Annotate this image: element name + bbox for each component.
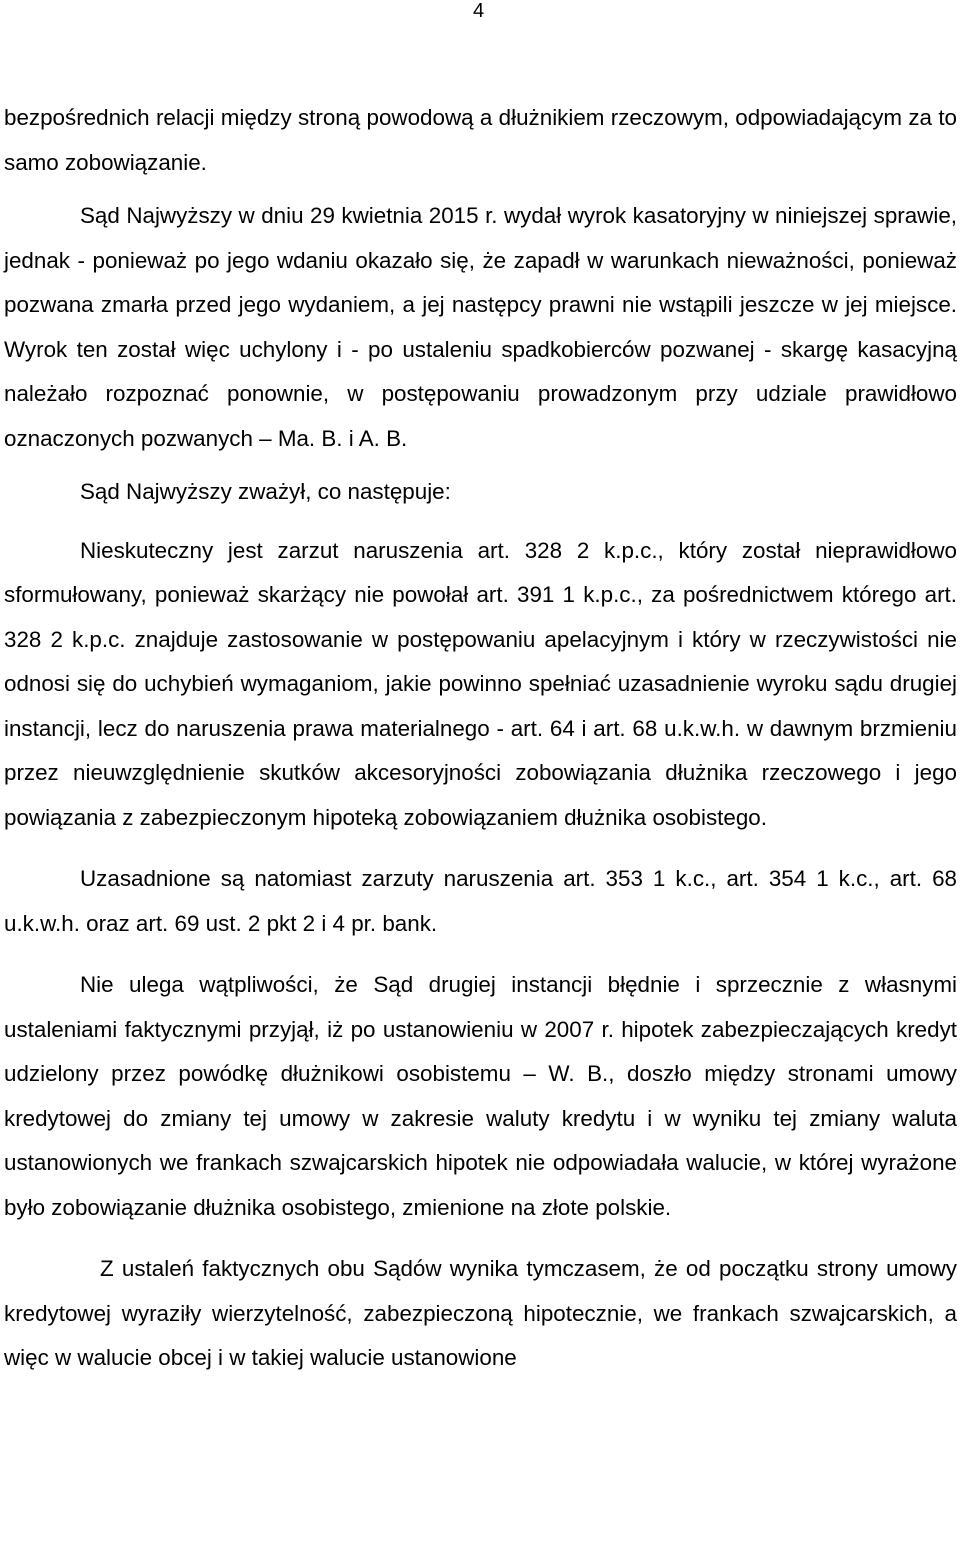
document-body xyxy=(4,96,957,1381)
paragraph-no-doubt: Nie ulega wątpliwości, że Sąd drugiej instancji błędnie i sprzecznie z własnymi ustaleniami faktycznymi przyjął, iż po ustanowieniu w 2007 r. hipotek zabezpieczających kredyt udzielony przez powódkę dłużnikowi osobistemu – W. B., doszło między stronami umowy kredytowej do zmiany tej umowy w zakresie waluty kredytu i w wyniku tej zmiany waluta ustanowionych we frankach szwajcarskich hipotek nie odpowiadała walucie, w której wyrażone było zobowiązanie dłużnika osobistego, zmienione na złote polskie. xyxy=(4,972,957,1220)
paragraph-ineffective-charge: Nieskuteczny jest zarzut naruszenia art. 328 2 k.p.c., który został nieprawidłowo sformułowany, ponieważ skarżący nie powołał art. 391 1 k.p.c., za pośrednictwem którego art. 328 2 k.p.c. znajduje zastosowanie w postępowaniu apelacyjnym i który w rzeczywistości nie odnosi się do uchybień wymaganiom, jakie powinno spełniać uzasadnienie wyroku sądu drugiej instancji, lecz do naruszenia prawa materialnego - art. 64 i art. 68 u.k.w.h. w dawnym brzmieniu przez nieuwzględnienie skutków akcesoryjności zobowiązania dłużnika rzeczowego i jego powiązania z zabezpieczonym hipoteką zobowiązaniem dłużnika osobistego. xyxy=(4,537,957,830)
paragraph-factual-findings: Z ustaleń faktycznych obu Sądów wynika tymczasem, że od początku strony umowy kredytowej wyraziły wierzytelność, zabezpieczoną hipotecznie, we frankach szwajcarskich, a więc w walucie obcej i w takiej walucie ustanowione xyxy=(4,1256,957,1370)
paragraph-continuation: bezpośrednich relacji między stroną powodową a dłużnikiem rzeczowym, odpowiadającym za to samo zobowiązanie. xyxy=(4,105,957,175)
paragraph-justified-charges: Uzasadnione są natomiast zarzuty naruszenia art. 353 1 k.c., art. 354 1 k.c., art. 68 u.k.w.h. oraz art. 69 ust. 2 pkt 2 i 4 pr. bank. xyxy=(4,866,957,936)
paragraph-procedural-history: Sąd Najwyższy w dniu 29 kwietnia 2015 r. wydał wyrok kasatoryjny w niniejszej sprawie, jednak - ponieważ po jego wdaniu okazało się, że zapadł w warunkach nieważności, ponieważ pozwana zmarła przed jego wydaniem, a jej następcy prawni nie wstąpili jeszcze w jej miejsce. Wyrok ten został więc uchylony i - po ustaleniu spadkobierców pozwanej - skargę kasacyjną należało rozpoznać ponownie, w postępowaniu prowadzonym przy udziale prawidłowo oznaczonych pozwanych – Ma. B. i A. B. xyxy=(4,203,957,451)
paragraph-court-considered: Sąd Najwyższy zważył, co następuje: xyxy=(80,479,451,504)
page-number: 4 xyxy=(473,0,485,22)
